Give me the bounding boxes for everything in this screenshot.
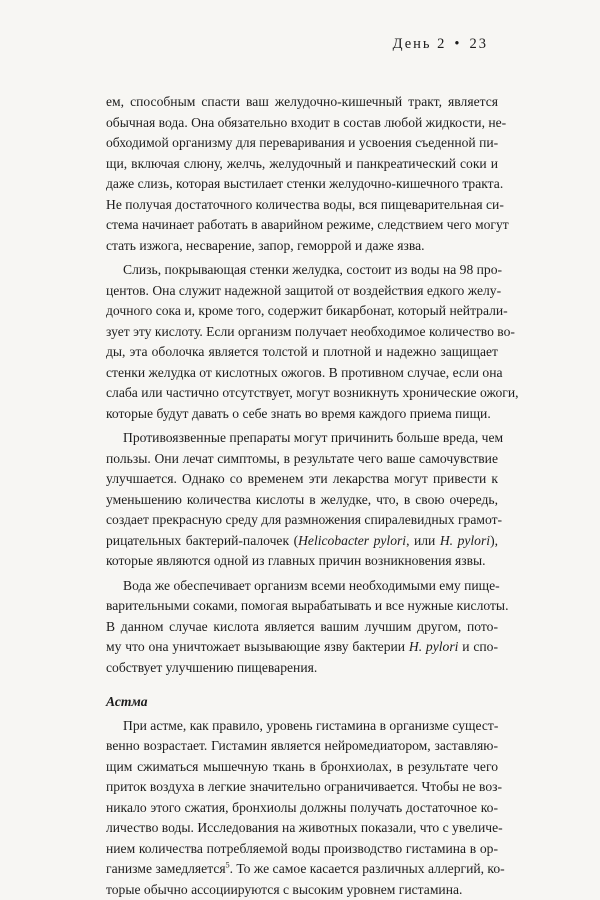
text-line: пользы. Они лечат симптомы, в результате чего ваше самочувствие <box>106 449 498 470</box>
paragraph-3 <box>106 428 498 572</box>
species-name: Helicobacter pylori <box>298 533 406 548</box>
text-line: стенки желудка от кислотных ожогов. В противном случае, если она <box>106 363 498 384</box>
species-abbrev: H. pylori <box>440 533 490 548</box>
text-line: щим сжиматься мышечную ткань в бронхиолах, в результате чего <box>106 757 498 778</box>
text-line: уменьшению количества кислоты в желудке, что, в свою очередь, <box>106 490 498 511</box>
text-line: улучшается. Однако со временем эти лекарства могут привести к <box>106 469 498 490</box>
paragraph-1 <box>106 92 498 256</box>
text-line: стема начинает работать в аварийном режиме, следствием чего могут <box>106 215 498 236</box>
text-line: При астме, как правило, уровень гистамина в организме сущест- <box>106 716 498 737</box>
text-line: создает прекрасную среду для размножения спиралевидных грамот- <box>106 510 498 531</box>
header-separator: • <box>454 36 461 52</box>
text-segment: . То же самое касается различных аллергий, ко- <box>230 861 505 876</box>
text-line: обычная вода. Она обязательно входит в состав любой жидкости, не- <box>106 113 498 134</box>
text-line: которые являются одной из главных причин возникновения язвы. <box>106 551 498 572</box>
text-line: стать изжога, несварение, запор, геморрой и даже язва. <box>106 236 498 257</box>
section-heading-asthma: Астма <box>106 692 498 713</box>
text-line: личество воды. Исследования на животных показали, что с увеличе- <box>106 818 498 839</box>
text-line: щи, включая слюну, желчь, желудочный и панкреатический соки и <box>106 154 498 175</box>
text-segment: ), <box>490 533 498 548</box>
text-line: слаба или частично отсутствует, могут возникнуть хронические ожоги, <box>106 383 498 404</box>
paragraph-4 <box>106 576 498 679</box>
text-line: ды, эта оболочка является толстой и плотной и надежно защищает <box>106 342 498 363</box>
text-segment: рицательных бактерий-палочек ( <box>106 533 298 548</box>
text-line: центов. Она служит надежной защитой от воздействия едкого желу- <box>106 281 498 302</box>
text-line: зует эту кислоту. Если организм получает необходимое количество во- <box>106 322 498 343</box>
text-line: никало этого сжатия, бронхиолы должны получать достаточное ко- <box>106 798 498 819</box>
text-line: Не получая достаточного количества воды, вся пищеварительная си- <box>106 195 498 216</box>
body-text <box>106 92 498 900</box>
chapter-title: День 2 <box>393 36 447 52</box>
text-line: приток воздуха в легкие значительно ограничивается. Чтобы не воз- <box>106 777 498 798</box>
text-line: венно возрастает. Гистамин является нейромедиатором, заставляю- <box>106 736 498 757</box>
text-line: Вода же обеспечивает организм всеми необходимыми ему пище- <box>106 576 498 597</box>
text-line: Слизь, покрывающая стенки желудка, состоит из воды на 98 про- <box>106 260 498 281</box>
text-line: собствует улучшению пищеварения. <box>106 658 498 679</box>
text-line: ем, способным спасти ваш желудочно-кишечный тракт, является <box>106 92 498 113</box>
text-segment: ганизме замедляется <box>106 861 226 876</box>
text-line: которые будут давать о себе знать во время каждого приема пищи. <box>106 404 498 425</box>
running-head <box>0 36 488 53</box>
species-abbrev: H. pylori <box>409 639 459 654</box>
text-segment: му что она уничтожает вызывающие язву бактерии <box>106 639 409 654</box>
footnote-ref: 5 <box>226 860 230 869</box>
page-number: 23 <box>470 36 489 52</box>
text-line <box>106 531 498 552</box>
text-line: торые обычно ассоциируются с высоким уровнем гистамина. <box>106 880 498 900</box>
text-segment: и спо- <box>458 639 498 654</box>
text-segment: , или <box>406 533 440 548</box>
text-line: варительными соками, помогая вырабатывать и все нужные кислоты. <box>106 596 498 617</box>
text-line: нием количества потребляемой воды производство гистамина в ор- <box>106 839 498 860</box>
text-line: обходимой организму для переваривания и усвоения съеденной пи- <box>106 133 498 154</box>
text-line: даже слизь, которая выстилает стенки желудочно-кишечного тракта. <box>106 174 498 195</box>
text-line <box>106 859 498 880</box>
text-line: В данном случае кислота является вашим лучшим другом, пото- <box>106 617 498 638</box>
text-line: дочного сока и, кроме того, содержит бикарбонат, который нейтрали- <box>106 301 498 322</box>
paragraph-asthma <box>106 716 498 900</box>
paragraph-2 <box>106 260 498 424</box>
text-line <box>106 637 498 658</box>
text-line: Противоязвенные препараты могут причинить больше вреда, чем <box>106 428 498 449</box>
